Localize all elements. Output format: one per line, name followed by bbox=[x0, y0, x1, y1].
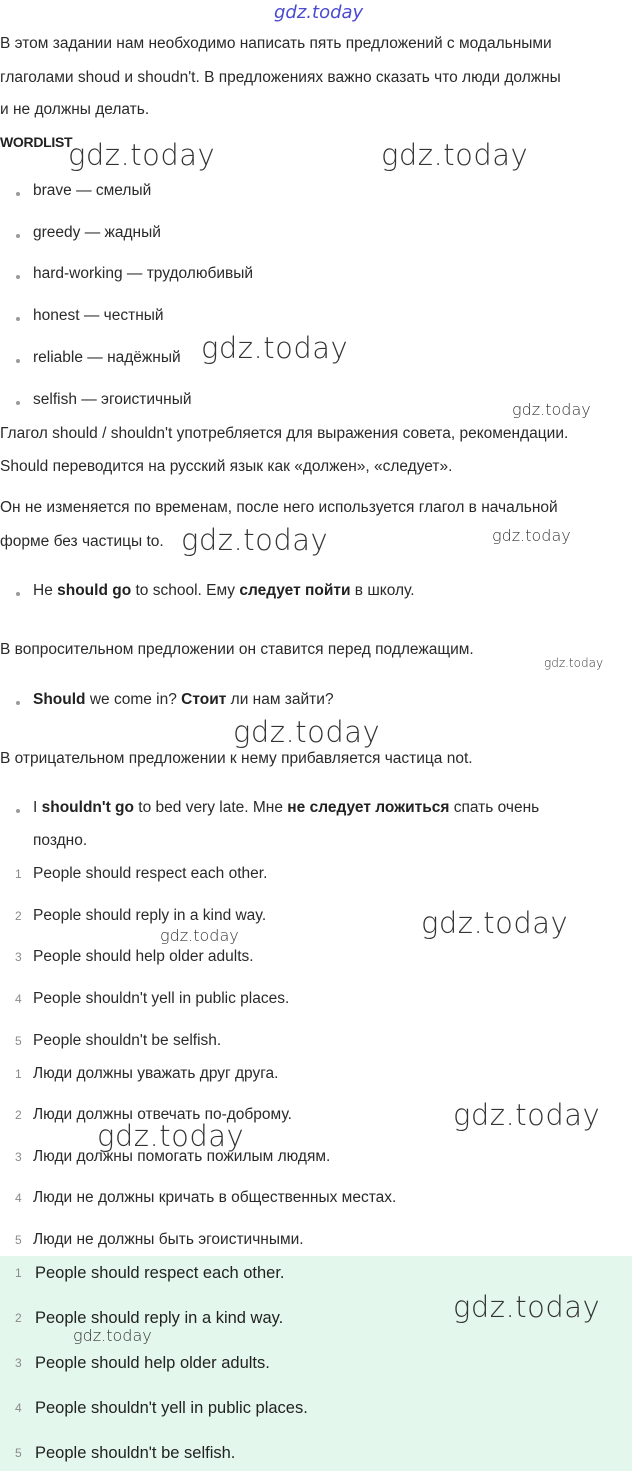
watermark: gdz.today bbox=[492, 526, 571, 545]
example-continuation: поздно. bbox=[33, 832, 88, 849]
list-item: 3 People should help older adults. bbox=[15, 948, 254, 965]
example-item: Should we come in? Стоит ли нам зайти? bbox=[0, 691, 632, 717]
watermark: gdz.today bbox=[201, 331, 349, 365]
wordlist-title: WORDLIST bbox=[0, 134, 73, 150]
list-item: 1 People should respect each other. bbox=[15, 865, 268, 882]
intro-line-1: В этом задании нам необходимо написать пять предложений с модальными bbox=[0, 35, 552, 52]
theory-line-2: Should переводится на русский язык как «должен», «следует». bbox=[0, 458, 453, 475]
wordlist-item: honest — честный bbox=[0, 307, 632, 333]
negative-rule: В отрицательном предложении к нему прибавляется частица not. bbox=[0, 750, 473, 767]
list-item: 5 Люди не должны быть эгоистичными. bbox=[15, 1231, 304, 1248]
list-item: 2 Люди должны отвечать по-доброму. bbox=[15, 1106, 292, 1123]
watermark: gdz.today bbox=[453, 1098, 601, 1132]
theory-line-3: Он не изменяется по временам, после него используется глагол в начальной bbox=[0, 499, 558, 516]
bullet-icon bbox=[16, 192, 20, 196]
watermark: gdz.today bbox=[421, 906, 569, 940]
wordlist-item: reliable — надёжный bbox=[0, 349, 632, 375]
theory-line-1: Глагол should / shouldn't употребляется для выражения совета, рекомендации. bbox=[0, 425, 569, 442]
bullet-icon bbox=[16, 275, 20, 279]
bullet-icon bbox=[16, 701, 20, 705]
example-item: He should go to school. Ему следует пойти в школу. bbox=[0, 582, 632, 608]
watermark: gdz.today bbox=[73, 1326, 152, 1345]
watermark-top: gdz.today bbox=[274, 2, 364, 23]
watermark: gdz.today bbox=[512, 400, 591, 419]
list-item: 4 Люди не должны кричать в общественных местах. bbox=[15, 1189, 397, 1206]
answer-item: 5 People shouldn't be selfish. bbox=[15, 1444, 236, 1462]
list-item: 3 Люди должны помогать пожилым людям. bbox=[15, 1148, 331, 1165]
answer-item: 3 People should help older adults. bbox=[15, 1354, 270, 1372]
answer-item: 1 People should respect each other. bbox=[15, 1264, 285, 1282]
list-item: 2 People should reply in a kind way. bbox=[15, 907, 267, 924]
wordlist-item: hard-working — трудолюбивый bbox=[0, 265, 632, 291]
intro-line-3: и не должны делать. bbox=[0, 101, 150, 118]
watermark: gdz.today bbox=[181, 523, 329, 557]
watermark: gdz.today bbox=[233, 715, 381, 749]
wordlist-item: selfish — эгоистичный bbox=[0, 391, 632, 417]
intro-line-2: глаголами shoud и shoudn't. В предложениях важно сказать что люди должны bbox=[0, 69, 561, 86]
bullet-icon bbox=[16, 234, 20, 238]
bullet-icon bbox=[16, 359, 20, 363]
watermark: gdz.today bbox=[381, 138, 529, 172]
list-item: 1 Люди должны уважать друг друга. bbox=[15, 1065, 279, 1082]
answer-item: 4 People shouldn't yell in public places. bbox=[15, 1399, 308, 1417]
answer-block bbox=[0, 1256, 632, 1471]
list-item: 4 People shouldn't yell in public places. bbox=[15, 990, 290, 1007]
bullet-icon bbox=[16, 592, 20, 596]
watermark: gdz.today bbox=[453, 1290, 601, 1324]
watermark: gdz.today bbox=[544, 656, 604, 670]
watermark: gdz.today bbox=[97, 1119, 245, 1153]
theory-line-4: форме без частицы to. bbox=[0, 533, 164, 550]
question-rule: В вопросительном предложении он ставится перед подлежащим. bbox=[0, 641, 474, 658]
wordlist-item: greedy — жадный bbox=[0, 224, 632, 250]
list-item: 5 People shouldn't be selfish. bbox=[15, 1032, 222, 1049]
bullet-icon bbox=[16, 401, 20, 405]
answer-item: 2 People should reply in a kind way. bbox=[15, 1309, 284, 1327]
bullet-icon bbox=[16, 317, 20, 321]
example-item: I shouldn't go to bed very late. Мне не следует ложиться спать очень bbox=[0, 799, 632, 825]
watermark: gdz.today bbox=[68, 138, 216, 172]
bullet-icon bbox=[16, 809, 20, 813]
wordlist-item: brave — смелый bbox=[0, 182, 632, 208]
watermark: gdz.today bbox=[160, 926, 239, 945]
